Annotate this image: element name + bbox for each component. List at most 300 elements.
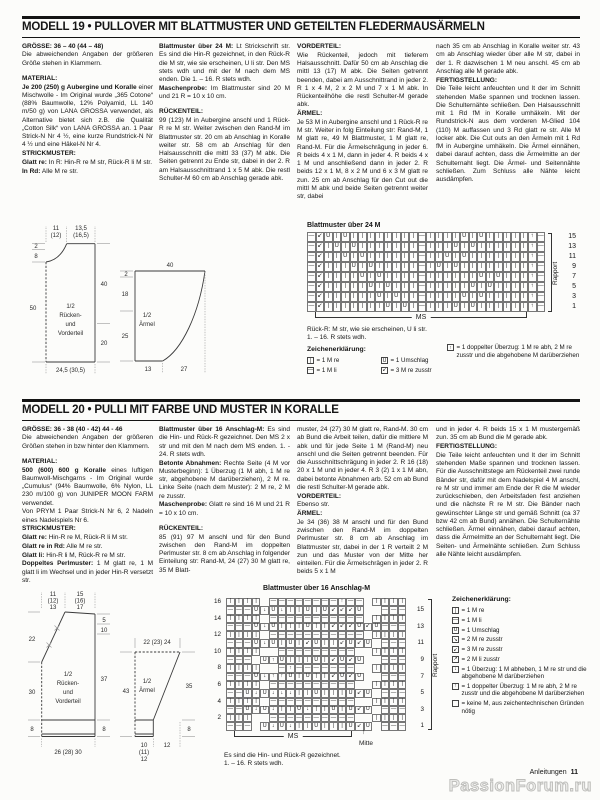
chart-cell-p: — [356,598,362,605]
chart-cell-u: U [346,706,355,714]
measure-label: 13,5 [75,226,87,232]
piece-label: Rücken- [56,681,80,687]
chart-cell-p: — [330,681,337,688]
section-heading: ÄRMEL: [297,110,323,117]
chart-cell-u: U [303,623,312,631]
chart-cell-sk: ↓ [269,722,278,730]
chart-cell-k: | [338,722,347,730]
chart-cell-k: | [452,232,461,242]
chart-cell-k: | [235,681,244,689]
chart-cell-u: U [303,606,312,614]
chart-cell-k: | [243,664,252,672]
legend-item [452,646,594,654]
chart-cell-p: — [330,615,337,622]
chart-cell-k: | [477,302,486,312]
chart-cell-k: | [375,282,384,292]
chart-cell-k: | [503,282,512,292]
chart-cell-k: | [333,232,342,242]
chart-cell-k: | [494,282,503,292]
chart-cell-p: — [347,598,354,605]
chart-cell-k: | [486,272,495,282]
chart-cell-k: | [226,681,235,689]
chart-cell-p: — [339,664,345,671]
chart-cell-e [260,615,269,623]
chart-row [226,681,406,689]
chart-cell-p: — [382,606,388,613]
chart-cell-p: — [307,262,316,272]
paragraph: Ebenso str. [297,501,330,509]
chart-cell-p: — [537,252,546,262]
legend-item [452,656,594,664]
chart-cell-u: U [355,673,364,681]
piece-label: Rücken- [59,313,82,319]
chart-cell-e [372,722,381,730]
chart-cell-k: | [372,615,381,623]
chart-cell-k: | [398,598,407,606]
paragraph: Blattmuster über 24 M: Lt Strickschrift str. Es sind die Hin-R gezeichnet, in den Rück-R die M str, wie sie erscheinen, U li str. Den MS stets wdh und mit der M nach dem MS enden. Die 1. – 16. R stets wdh. [159,43,290,83]
sleeve-curve [163,271,205,361]
section-heading: MATERIAL: [22,457,58,465]
row-number: 9 [572,263,576,270]
chart-cell-k: | [409,252,418,262]
row-number: 15 [568,233,576,240]
chart-cell-k: | [435,232,444,242]
note-line: 1. – 16. R stets wdh. [224,760,284,768]
chart-cell-k: | [252,615,261,623]
chart-cell-u: U [321,606,330,614]
row-number [206,606,221,614]
chart-cell-p: — [270,681,276,688]
chart-cell-p: — [227,656,233,663]
chart-cell-k: | [443,242,452,252]
chart-cell-p: — [339,714,345,721]
chart-cell-u: U [401,302,410,312]
paragraph: muster, 24 (27) 30 M glatt re, Rand-M. 30 cm ab Bund die Arbeit teilen, dafür die mittlere M abk und für jede Seite 1 M (Rand-M) neu anschl und die Seiten getrennt beenden. Für die Ausschnittschrägung in jeder 2. R 16 (18) 20 x 1 M und in jeder 4. R 3 (2) 1 x 1 M abn, dabei betonte Abnahmen arb. 52 cm ab Bund die restl Schulter-M gerade abk. [297,426,428,491]
chart-cell-k: | [372,681,381,689]
chart-cell-k: | [398,615,407,623]
chart-cell-u: U [477,292,486,302]
chart-cell-p: — [356,615,362,622]
row-number: 9 [420,656,424,664]
chart-cell-p: — [296,681,302,688]
chart-row [226,689,406,697]
chart-cell-k: | [286,623,295,631]
divider-rule [22,399,580,402]
chart-cell-sk: ↓ [278,606,287,614]
chart-cell-u: U [350,242,359,252]
chart-cell-d3: ↙ [316,302,325,312]
chart-cell-u: U [312,722,321,730]
chart-row [226,623,406,631]
m19-row-numbers [562,232,576,312]
chart-cell-k: | [235,698,244,706]
m19-schematic [20,222,305,397]
chart-cell-u: U [269,606,278,614]
legend-symbol-e [452,700,459,707]
chart-cell-k: | [367,272,376,282]
chart-cell-p: — [382,656,388,663]
chart-cell-u: U [358,272,367,282]
chart-cell-k: | [389,698,398,706]
chart-cell-dd: ↑ [528,302,537,312]
chart-cell-k: | [321,639,330,647]
legend-item [452,627,594,635]
chart-cell-dd: ↑ [286,664,295,672]
chart-cell-k: | [243,714,252,722]
paragraph: GRÖSSE: 36 – 40 (44 – 48) Die abweichenden Angaben der größeren Größe stehen in Klammern. [22,43,153,67]
chart-cell-d3: ↙ [303,639,312,647]
measure-label: 8 [34,254,38,260]
chart-cell-k: | [401,232,410,242]
piece-label: Vorderteil [55,699,81,705]
chart-cell-p: — [339,698,345,704]
chart-cell-k: | [341,302,350,312]
chart-cell-k: | [443,232,452,242]
chart-cell-p: — [399,606,405,613]
chart-cell-u: U [341,232,350,242]
piece-label: Vorderteil [57,331,84,337]
legend-symbol-u: U [453,627,458,634]
chart-cell-k: | [324,262,333,272]
chart-cell-p: — [304,631,311,638]
measure-label: 20 [100,341,108,347]
chart-cell-k: | [398,664,407,672]
chart-cell-k: | [511,262,520,272]
legend-symbol-p2: ↗ [453,656,458,663]
legend-text: = 1 Umschlag [461,626,500,634]
measure-label: 17 [76,605,84,611]
measure-label: 8 [102,727,106,733]
chart-cell-d3: ↙ [355,639,364,647]
chart-cell-d3: ↙ [338,606,347,614]
chart-cell-p: — [390,639,397,646]
chart-row [226,598,406,606]
legend-symbol-dd: ↑ [452,683,459,690]
chart-cell-e [269,648,278,656]
chart-cell-u: U [355,623,364,631]
measure-label: 35 [185,684,193,690]
piece-label: 1/2 [142,313,152,319]
chart-cell-k: | [494,232,503,242]
paragraph: In Rd: Alle M re str. [22,167,78,175]
legend-text: = 1 doppelter Überzug: 1 M re abh, 2 M re zusstr und die abgehobene M darüberziehen [456,344,580,359]
chart-cell-p: — [279,698,285,704]
chart-cell-e [260,664,269,672]
chart-cell-k: | [503,302,512,312]
chart-cell-k: | [401,242,410,252]
chart-cell-k: | [367,242,376,252]
chart-cell-u: U [278,656,287,664]
chart-cell-k: | [381,714,390,722]
chart-cell-p: — [227,639,233,646]
chart-cell-k: | [350,302,359,312]
measure-label: (12) [47,598,59,605]
chart-cell-p: — [307,272,316,282]
chart-cell-e [364,648,373,656]
row-number: 12 [213,631,221,639]
chart-cell-p: — [399,689,405,696]
paragraph: Je 53 M in Aubergine anschl und 1 Rück-R re M str. Weiter in folg Einteilung str: Rand-M, 1 M glatt re, 49 M Blattmuster, 1 M glatt re, Rand-M. Für die Ärmelschrägung in jeder 6. R beids 4 x 1 M, dann in jeder 4. R beids 4 x 1 M und anschließend dann in jeder 2. R beids 12 x 1 M, 8 x 2 M und 6 x 3 M glatt re zun. 25 cm ab Anschlag für den Cut out die mittl M abk und beide Seiten getrennt weiter str, dabei [297,118,428,200]
chart-cell-k: | [358,242,367,252]
measure-label: 10 [140,743,148,749]
chart-cell-p: — [236,639,242,646]
m20-chart-grid [226,598,406,731]
chart-cell-k: | [426,242,435,252]
chart-cell-k: | [398,631,407,639]
chart-cell-k: | [324,252,333,262]
page-number: 11 [570,769,578,776]
chart-row [226,615,406,623]
chart-cell-k: | [295,639,304,647]
row-number: 15 [416,606,424,614]
chart-cell-p: — [236,689,242,696]
paragraph: Glatt re: Hin-R re M, Rück-R li M str. [22,534,128,541]
chart-cell-k: | [511,302,520,312]
chart-cell-p: — [244,606,251,613]
piece-label: 1/2 [63,672,73,678]
paragraph: Maschenprobe: Im Blattmuster sind 20 M und 21 R = 10 x 10 cm. [159,84,290,100]
m19-chart-grid [307,232,545,312]
chart-cell-k: | [520,232,529,242]
chart-cell-k: | [243,615,252,623]
chart-cell-k: | [381,631,390,639]
chart-cell-dd: ↑ [528,242,537,252]
legend-text: = 1 Umschlag [390,357,429,364]
section-heading: RÜCKENTEIL: [159,108,204,116]
chart-cell-u: U [243,706,252,714]
chart-cell-d3: ↙ [338,623,347,631]
chart-cell-p: — [537,272,546,282]
chart-cell-k: | [486,252,495,262]
chart-cell-u: U [269,623,278,631]
chart-cell-d3: ↙ [329,623,338,631]
paragraph: 99 (123) M in Aubergine anschl und 1 Rück-R re M str. Weiter zwischen den Rand-M im Blattmuster str. 20 cm ab Anschlag in Koralle weiter str. 58 cm ab Anschlag für den Halsausschnitt die mittl 33 (37) M abk. Die Seiten getrennt zu Ende str, dabei in der 2. R am Halsausschnittrand 1 x 5 M abk. Die restl Schulter-M 60 cm ab Anschlag gerade abk. [159,117,290,182]
row-number: 7 [420,672,424,680]
chart-cell-k: | [389,714,398,722]
legend-symbol-dd: ↑ [447,344,454,351]
chart-cell-k: | [333,282,342,292]
chart-cell-k: | [520,272,529,282]
measure-label: 22 (23) 24 [143,640,171,646]
chart-cell-k: | [426,282,435,292]
chart-cell-k: | [324,282,333,292]
chart-cell-k: | [243,648,252,656]
chart-cell-k: | [426,232,435,242]
legend-text: = 2 M li zusstr [461,655,500,663]
chart-cell-e [252,656,261,664]
measure-label: 43 [122,689,130,695]
chart-cell-p: — [279,631,285,638]
paragraph: Die Teile leicht anfeuchten und lt der im Schnitt stehenden Maße spannen und trocknen lassen. Die Schulternähte schließen. Den Halsausschnitt mit 1 Rd fM in Koralle umhäkeln. Mit der Rundstrick-N aus dem vorderen M-Glied 104 (110) M auffassen und 3 Rd glatt re str. Alle M locker abk. Die Cut outs an den Ärmeln mit 1 Rd fM in Aubergine umhäkeln. Die Ärmel einnähen, dabei darauf achten, dass die Ärmelmitte an der Schulternaht liegt. Die Ärmel- und Seitennähte schließen. Zum Schluss alle Nähte leicht ausdämpfen. [436,85,580,183]
chart-cell-e [372,689,381,697]
chart-cell-u: U [364,706,373,714]
m20-column-3 [297,426,428,577]
chart-cell-k: | [338,706,347,714]
chart-cell-u: U [286,673,295,681]
chart-cell-u: U [346,722,355,730]
measure-label: (11) [138,750,150,756]
chart-row [307,252,545,262]
measure-label: 13 [144,367,152,373]
chart-cell-p: — [347,664,354,671]
chart-cell-p: — [399,722,405,729]
chart-cell-e [364,714,373,722]
chart-cell-p: — [287,648,294,655]
ms-label: MS [412,314,431,321]
chart-cell-e [364,656,373,664]
chart-cell-k: | [486,292,495,302]
chart-cell-d3: ↙ [329,656,338,664]
measure-label: 40 [100,282,108,288]
chart-cell-k: | [486,302,495,312]
row-number [410,615,424,623]
measure-label: 12 [140,757,148,763]
chart-cell-k: | [278,639,287,647]
chart-cell-d3: ↙ [346,606,355,614]
chart-cell-e [260,648,269,656]
chart-cell-k: | [381,664,390,672]
chart-cell-k: | [398,698,407,706]
chart-cell-e [355,698,364,706]
chart-cell-k: | [341,242,350,252]
chart-cell-sk: ↓ [286,689,295,697]
chart-cell-p: — [279,664,285,671]
m19-column-3 [297,43,428,202]
chart-cell-p: — [236,706,242,713]
chart-cell-k: | [252,664,261,672]
chart-row [307,292,545,302]
measure-label: 30 [28,690,36,696]
row-number: 2 [217,714,221,722]
chart-cell-u: U [243,689,252,697]
section-heading: MATERIAL: [22,74,58,82]
legend-symbol-p: — [308,367,313,374]
chart-cell-p: — [330,664,337,671]
measure-label: 37 [100,677,108,683]
chart-cell-k: | [477,252,486,262]
chart-cell-k: | [324,242,333,252]
chart-cell-p: — [227,706,233,713]
chart-cell-k: | [409,242,418,252]
chart-cell-k: | [329,689,338,697]
m19-legend-col-b [381,357,443,377]
chart-cell-k: | [235,714,244,722]
chart-cell-u: U [286,639,295,647]
measure-label: 24,5 (30,5) [55,368,86,374]
chart-cell-p: — [236,722,242,729]
chart-cell-k: | [511,272,520,282]
chart-row [226,639,406,647]
chart-cell-k: | [469,252,478,262]
chart-cell-u: U [435,262,444,272]
chart-cell-u: U [384,302,393,312]
chart-cell-e [252,722,261,730]
chart-cell-k: | [321,706,330,714]
chart-cell-k: | [494,292,503,302]
chart-cell-e [355,664,364,672]
legend-symbol-d3: ↙ [453,646,458,653]
chart-cell-p: — [399,639,405,646]
chart-cell-u: U [355,656,364,664]
chart-cell-sk: ↓ [278,689,287,697]
chart-cell-p: — [227,623,233,630]
chart-cell-k: | [401,272,410,282]
chart-cell-d3: ↙ [316,292,325,302]
m19-legend-col-c [447,344,580,361]
chart-cell-p: — [322,598,328,605]
chart-cell-k: | [503,232,512,242]
chart-cell-e [372,656,381,664]
measure-label: 26 (28) 30 [54,750,82,756]
chart-cell-k: | [350,232,359,242]
section-heading: FERTIGSTELLUNG: [436,443,498,450]
row-number [206,706,221,714]
chart-cell-k: | [443,292,452,302]
chart-cell-p: — [537,232,546,242]
row-number: 1 [572,303,576,310]
legend-item [452,666,594,681]
chart-cell-k: | [333,302,342,312]
chart-cell-k: | [341,292,350,302]
legend-text: = keine M, aus zeichentechnischen Gründen nötig [461,700,584,715]
chart-cell-p: — [347,615,354,622]
legend-item [447,344,580,359]
chart-cell-k: | [333,292,342,302]
measure-label: 5 [102,618,106,624]
chart-cell-k: | [312,606,321,614]
paragraph: Die Teile leicht anfeuchten und lt der im Schnitt stehenden Maße spannen und trocknen lassen. Für die Ausschnittstege am Rückenteil zwei runde Bänder str, dafür mit dem Nadelspiel 4 M anschl, re M str und immer am Ende der R die M wieder zurückschieben, den Arbeitsfaden fest anziehen und die nächste R re M str. Die Bänder nach gewünschter Länge str und gemäß Schnitt (ca 37 bzw 42 cm ab Bund) annähen. Die Schulternähte schließen. Ärmel einnähen, dabei darauf achten, dass die Ärmelmitte an der Schulternaht liegt. Die Seiten- und Ärmelnähte schließen. Zum Schluss alle Nähte leicht ausdämpfen. [436,451,580,558]
chart-cell-k: | [235,615,244,623]
chart-cell-k: | [367,252,376,262]
paragraph: Glatt re in Rd: Alle M re str. [22,542,103,550]
chart-cell-d3: ↙ [316,232,325,242]
chart-cell-p: — [307,282,316,292]
chart-cell-k: | [389,681,398,689]
chart-cell-p: — [313,648,319,655]
paragraph: Je 200 (250) g Aubergine und Koralle einer Mischwolle - Im Original wurde „365 Cotone“ (88% Baumwolle, 12% Polyamid, LL 140 m/50 g) von LANA GROSSA verwendet, als Alternative bietet sich z.B. die Qualität „Cotton Silk“ von LANA GROSSA an. 1 Paar Strick-N Nr 4 ½, eine kurze Rundstrick-N Nr 4 ½ und eine Häkel-N Nr 4. [22,83,154,149]
chart-row [307,232,545,242]
chart-cell-k: | [409,282,418,292]
chart-cell-p: — [322,714,328,721]
chart-cell-sk: ↓ [252,689,261,697]
chart-cell-p: — [418,232,427,242]
legend-symbol-u: U [382,357,387,364]
m19-column-4 [436,43,580,185]
chart-cell-p: — [322,615,328,622]
chart-cell-k: | [409,292,418,302]
paragraph: Glatt li: Hin-R li M, Rück-R re M str. [22,551,126,559]
chart-row [307,262,545,272]
chart-cell-k: | [389,631,398,639]
chart-cell-k: | [435,252,444,262]
chart-cell-k: | [321,656,330,664]
chart-cell-k: | [511,252,520,262]
chart-cell-k: | [392,282,401,292]
chart-cell-k: | [426,262,435,272]
chart-cell-k: | [341,272,350,282]
chart-row [307,302,545,312]
chart-cell-k: | [350,272,359,282]
chart-cell-p: — [330,714,337,721]
chart-cell-u: U [346,639,355,647]
chart-cell-p: — [304,615,311,622]
measure-label: (12) [50,233,62,239]
row-number [206,623,221,631]
chart-cell-u: U [469,242,478,252]
chart-cell-p: — [330,648,337,655]
chart-cell-u: U [460,232,469,242]
chart-cell-p: — [287,698,294,704]
